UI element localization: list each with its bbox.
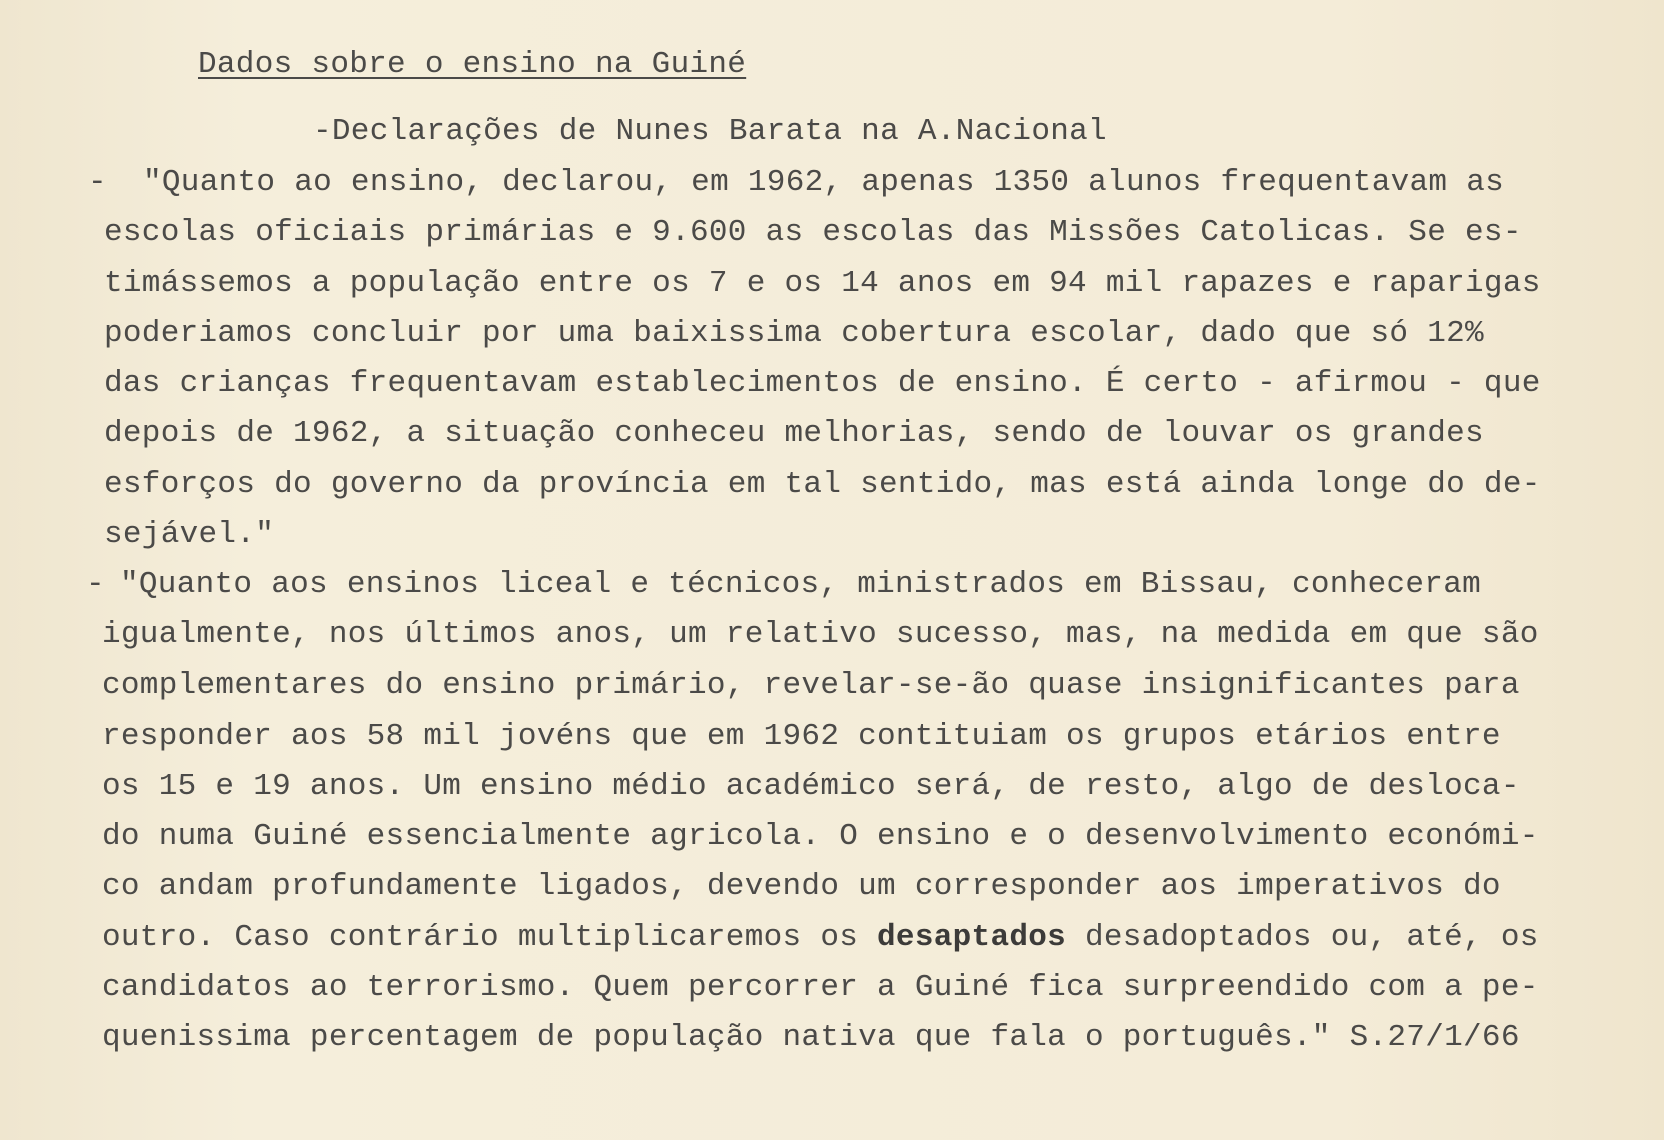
text-line: os 15 e 19 anos. Um ensino médio académico será, de resto, algo de desloca- [102,769,1520,804]
text-segment: outro. Caso contrário multiplicaremos os [102,920,878,955]
paragraph-bullet: - [86,567,105,602]
paragraph-bullet: - [88,165,107,200]
text-segment: desadoptados ou, até, os [1066,920,1539,955]
text-line: das crianças frequentavam establecimentos de ensino. É certo - afirmou - que [104,366,1541,401]
text-line: igualmente, nos últimos anos, um relativo sucesso, mas, na medida em que são [102,617,1539,652]
text-line: poderiamos concluir por uma baixissima cobertura escolar, dado que só 12% [104,316,1484,351]
text-line: do numa Guiné essencialmente agricola. O ensino e o desenvolvimento económi- [102,819,1539,854]
document-title: Dados sobre o ensino na Guiné [198,47,747,82]
text-line-overtyped [102,920,1539,956]
text-line: complementares do ensino primário, revelar-se-ão quase insignificantes para [102,668,1520,703]
text-line: quenissima percentagem de população nativa que fala o português." S.27/1/66 [102,1020,1520,1055]
document-subtitle: -Declarações de Nunes Barata na A.Nacional [313,114,1107,149]
text-line: co andam profundamente ligados, devendo um corresponder aos imperativos do [102,869,1501,904]
text-line: responder aos 58 mil jovéns que em 1962 contituiam os grupos etários entre [102,719,1501,754]
text-line: escolas oficiais primárias e 9.600 as escolas das Missões Catolicas. Se es- [104,215,1522,250]
text-line: "Quanto ao ensino, declarou, em 1962, apenas 1350 alunos frequentavam as [143,165,1505,200]
text-line: "Quanto aos ensinos liceal e técnicos, ministrados em Bissau, conheceram [120,567,1482,602]
text-line: timássemos a população entre os 7 e os 14 anos em 94 mil rapazes e raparigas [104,266,1541,301]
text-line: depois de 1962, a situação conheceu melhorias, sendo de louvar os grandes [104,416,1484,451]
text-line: sejável." [104,517,275,552]
text-line: candidatos ao terrorismo. Quem percorrer a Guiné fica surpreendido com a pe- [102,970,1539,1005]
overtyped-word: desaptados [877,920,1067,955]
text-line: esforços do governo da província em tal sentido, mas está ainda longe do de- [104,467,1541,502]
